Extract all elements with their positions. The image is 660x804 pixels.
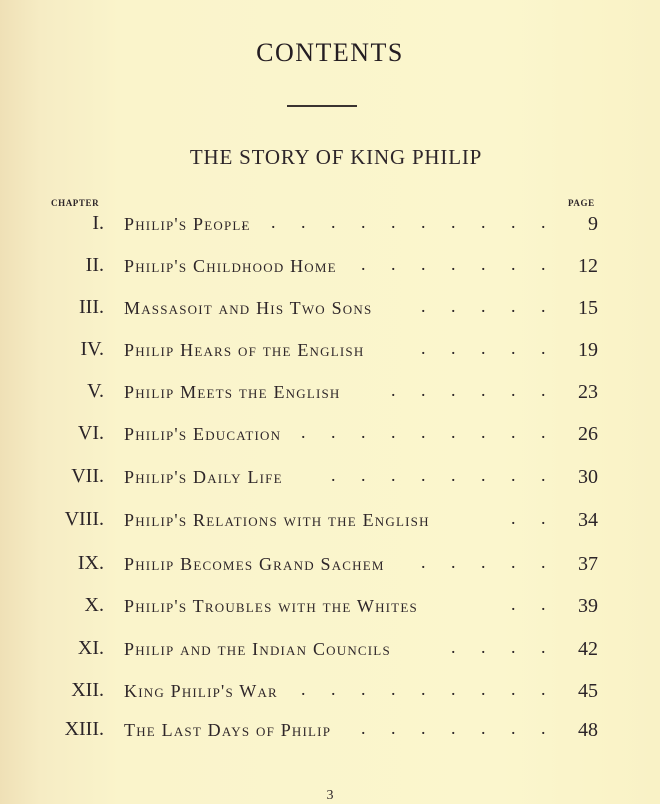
- chapter-title: Philip Becomes Grand Sachem: [124, 554, 385, 574]
- chapter-title: Philip and the Indian Councils: [124, 639, 391, 659]
- book-subtitle: THE STORY OF KING PHILIP: [189, 145, 483, 169]
- page-number: 48: [578, 719, 598, 741]
- dot-leader: . . . . . .: [391, 380, 556, 400]
- page-number: 37: [578, 553, 598, 575]
- chapter-title: Philip's Childhood Home: [124, 256, 337, 276]
- page-number: 45: [578, 680, 598, 702]
- chapter-title: Philip's Daily Life: [124, 467, 283, 487]
- dot-leader: . . . . .: [421, 296, 556, 316]
- page-title: CONTENTS: [256, 38, 404, 67]
- dot-leader: . . . . .: [421, 338, 556, 358]
- chapter-title: Philip's Troubles with the Whites: [124, 596, 418, 616]
- toc-entry: [0, 508, 660, 542]
- chapter-title: Philip's Education: [124, 424, 282, 444]
- dot-leader: . . . . . . . . .: [301, 422, 556, 442]
- chapter-numeral: III.: [79, 296, 104, 318]
- chapter-numeral: I.: [92, 212, 104, 234]
- chapter-title: Philip Hears of the English: [124, 340, 365, 360]
- chapter-numeral: X.: [84, 594, 104, 616]
- page-number: 26: [578, 423, 598, 445]
- page-number: 9: [588, 213, 598, 235]
- toc-entry: [0, 718, 660, 752]
- page-number: 34: [578, 509, 598, 531]
- toc-entry: [0, 594, 660, 628]
- page-folio-number: 3: [326, 788, 334, 803]
- toc-entry: [0, 296, 660, 330]
- chapter-numeral: VII.: [71, 465, 104, 487]
- chapter-numeral: XIII.: [64, 718, 104, 740]
- toc-entry: [0, 380, 660, 414]
- dot-leader: . . . .: [451, 637, 556, 657]
- chapter-title: Philip's People: [124, 214, 251, 234]
- chapter-numeral: II.: [85, 254, 104, 276]
- dot-leader: . . . . . . .: [361, 718, 556, 738]
- page-number: 23: [578, 381, 598, 403]
- toc-entry: [0, 465, 660, 499]
- toc-entry: [0, 552, 660, 586]
- chapter-title: Philip Meets the English: [124, 382, 341, 402]
- page-number: 15: [578, 297, 598, 319]
- page-number: 30: [578, 466, 598, 488]
- chapter-title: Massasoit and His Two Sons: [124, 298, 373, 318]
- page-number: 42: [578, 638, 598, 660]
- dot-leader: . . . . . . . . . . .: [241, 212, 556, 232]
- chapter-numeral: VIII.: [64, 508, 104, 530]
- toc-entry: [0, 637, 660, 671]
- chapter-numeral: V.: [87, 380, 104, 402]
- toc-entry: [0, 422, 660, 456]
- page-number: 39: [578, 595, 598, 617]
- chapter-column-header: CHAPTER: [51, 198, 100, 208]
- dot-leader: . . . . . . . .: [331, 465, 556, 485]
- chapter-title: King Philip's War: [124, 681, 278, 701]
- chapter-numeral: IX.: [77, 552, 104, 574]
- toc-entry: [0, 212, 660, 246]
- chapter-numeral: XII.: [71, 679, 104, 701]
- toc-entry: [0, 338, 660, 372]
- dot-leader: . . . . . . . . .: [301, 679, 556, 699]
- dot-leader: . .: [511, 594, 556, 614]
- chapter-numeral: VI.: [77, 422, 104, 444]
- title-divider: [287, 105, 357, 107]
- page-number: 12: [578, 255, 598, 277]
- dot-leader: . .: [511, 508, 556, 528]
- chapter-title: Philip's Relations with the English: [124, 510, 430, 530]
- toc-entry: [0, 679, 660, 713]
- chapter-numeral: XI.: [77, 637, 104, 659]
- page-column-header: PAGE: [568, 198, 595, 208]
- chapter-numeral: IV.: [80, 338, 104, 360]
- chapter-title: The Last Days of Philip: [124, 720, 332, 740]
- toc-entry: [0, 254, 660, 288]
- page-number: 19: [578, 339, 598, 361]
- dot-leader: . . . . . . .: [361, 254, 556, 274]
- dot-leader: . . . . .: [421, 552, 556, 572]
